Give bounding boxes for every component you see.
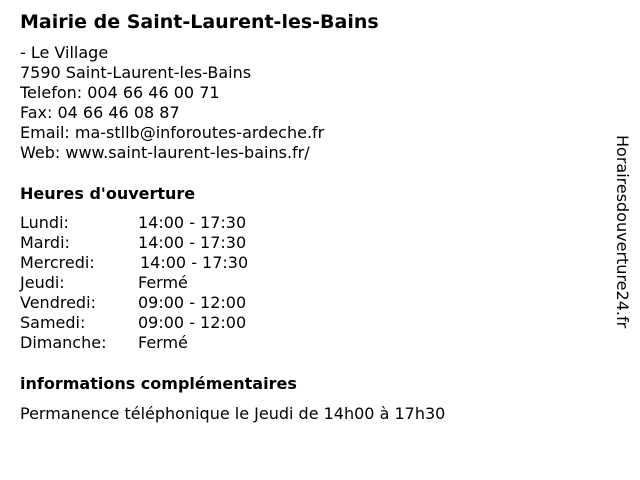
hours-row-vendredi <box>20 293 320 313</box>
day-hours: 14:00 - 17:30 <box>138 213 247 232</box>
day-hours: 09:00 - 12:00 <box>138 313 247 332</box>
email-line: Email: ma-stllb@inforoutes-ardeche.fr <box>20 123 325 142</box>
hours-row-lundi <box>20 213 320 233</box>
day-label: Mercredi: <box>20 253 95 272</box>
web-line: Web: www.saint-laurent-les-bains.fr/ <box>20 143 310 162</box>
info-text: Permanence téléphonique le Jeudi de 14h00 à 17h30 <box>20 404 446 423</box>
hours-row-dimanche <box>20 333 320 353</box>
hours-heading: Heures d'ouverture <box>20 184 196 203</box>
day-label: Lundi: <box>20 213 69 232</box>
phone-line: Telefon: 004 66 46 00 71 <box>20 83 220 102</box>
address-line-1: - Le Village <box>20 43 109 62</box>
day-label: Samedi: <box>20 313 86 332</box>
site-watermark: Horairesdouverture24.fr <box>613 135 632 329</box>
day-hours: 14:00 - 17:30 <box>140 253 249 272</box>
hours-row-jeudi <box>20 273 320 293</box>
day-label: Vendredi: <box>20 293 96 312</box>
day-label: Dimanche: <box>20 333 107 352</box>
hours-row-samedi <box>20 313 320 333</box>
day-hours: 14:00 - 17:30 <box>138 233 247 252</box>
day-hours: Fermé <box>138 333 188 352</box>
fax-line: Fax: 04 66 46 08 87 <box>20 103 180 122</box>
hours-table <box>20 213 320 353</box>
day-hours: 09:00 - 12:00 <box>138 293 247 312</box>
page-title: Mairie de Saint-Laurent-les-Bains <box>20 11 379 33</box>
day-label: Mardi: <box>20 233 70 252</box>
contact-block <box>20 43 324 163</box>
hours-row-mercredi <box>20 253 320 273</box>
hours-row-mardi <box>20 233 320 253</box>
info-heading: informations complémentaires <box>20 374 297 393</box>
day-hours: Fermé <box>138 273 188 292</box>
address-line-2: 7590 Saint-Laurent-les-Bains <box>20 63 252 82</box>
day-label: Jeudi: <box>20 273 65 292</box>
